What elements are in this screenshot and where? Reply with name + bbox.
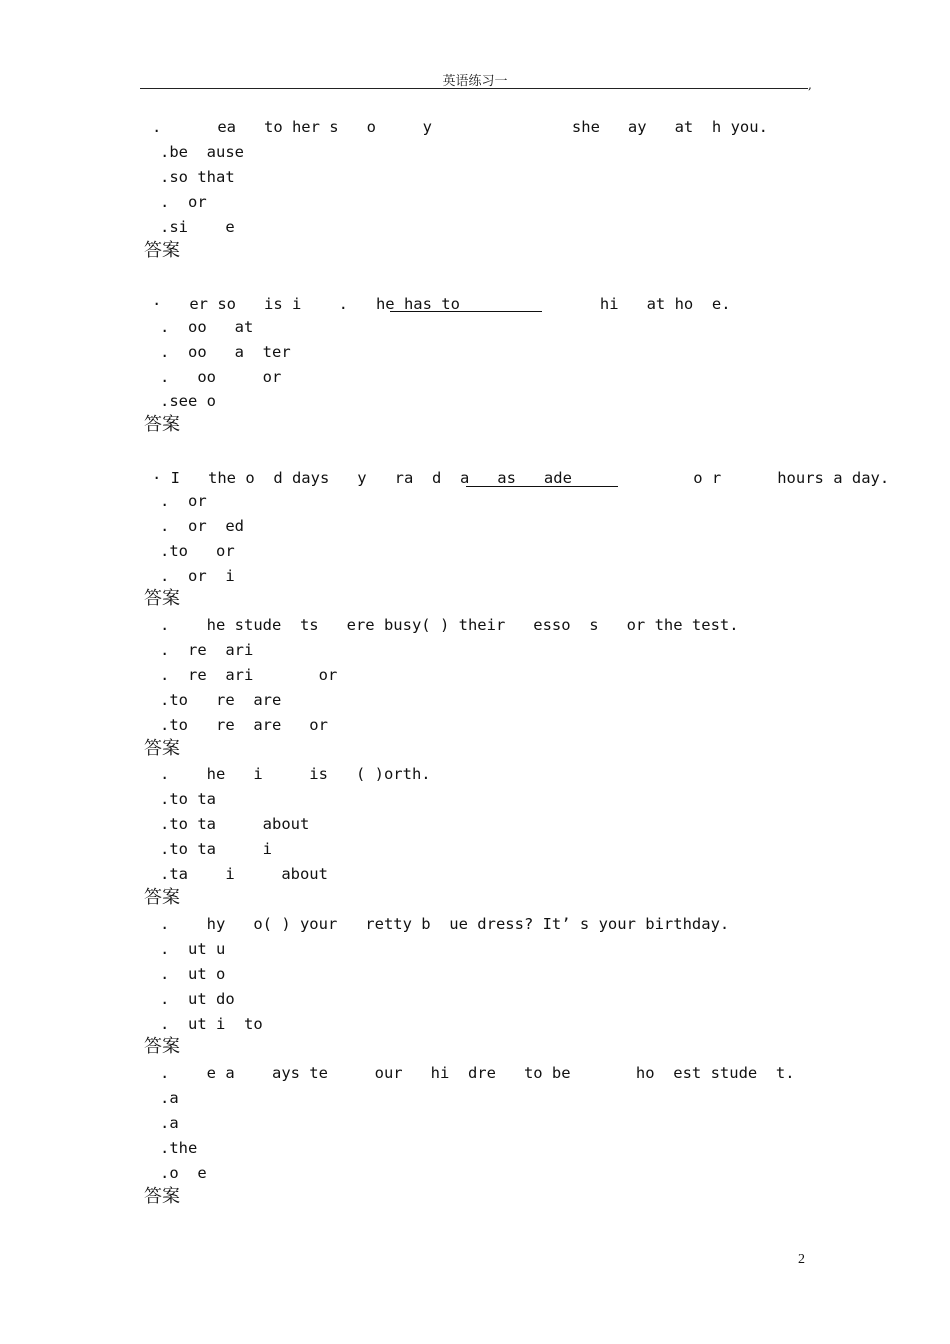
answer-blank <box>466 486 618 487</box>
answer-blank <box>390 311 542 312</box>
question-stem: . hy o( ) your retty b ue dress? It’ s your birthday. <box>160 915 730 933</box>
option-d: .o e <box>160 1164 207 1182</box>
answer-label: 答案 <box>144 240 180 261</box>
option-d: .ta i about <box>160 865 328 883</box>
question-stem: . e a ays te our hi dre to be ho est stude t. <box>160 1064 795 1082</box>
option-c: . ut do <box>160 990 235 1008</box>
option-d: . ut i to <box>160 1015 263 1033</box>
header-title: 英语练习一 <box>442 74 508 89</box>
question-stem: · I the o d days y ra d a as ade o r hours a day. <box>152 469 890 487</box>
question-stem: · er so is i . he has to hi at ho e. <box>152 295 731 313</box>
answer-label: 答案 <box>144 1186 180 1207</box>
option-a: . oo at <box>160 318 254 336</box>
option-c: . oo or <box>160 368 282 386</box>
page-number: 2 <box>798 1252 805 1267</box>
option-a: . or <box>160 492 207 510</box>
option-b: . ut o <box>160 965 226 983</box>
option-b: . or ed <box>160 517 244 535</box>
question-stem: . he stude ts ere busy( ) their esso s or the test. <box>160 616 739 634</box>
question-stem: . he i is ( )orth. <box>160 765 431 783</box>
question-stem: . ea to her s o y she ay at h you. <box>152 118 768 136</box>
option-d: . or i <box>160 567 235 585</box>
option-c: .to ta i <box>160 840 272 858</box>
option-c: . or <box>160 193 207 211</box>
option-c: .to re are <box>160 691 282 709</box>
header-rule <box>140 88 808 89</box>
option-c: .to or <box>160 542 235 560</box>
answer-label: 答案 <box>144 738 180 759</box>
option-a: . re ari <box>160 641 254 659</box>
option-d: .to re are or <box>160 716 328 734</box>
option-a: . ut u <box>160 940 226 958</box>
option-b: .so that <box>160 168 235 186</box>
option-a: .a <box>160 1089 179 1107</box>
option-b: .a <box>160 1114 179 1132</box>
option-c: .the <box>160 1139 198 1157</box>
option-a: .be ause <box>160 143 244 161</box>
option-b: . oo a ter <box>160 343 291 361</box>
option-a: .to ta <box>160 790 216 808</box>
answer-label: 答案 <box>144 1036 180 1057</box>
answer-label: 答案 <box>144 414 180 435</box>
header-mark: , <box>808 78 812 92</box>
option-d: .si e <box>160 218 235 236</box>
option-b: .to ta about <box>160 815 310 833</box>
option-b: . re ari or <box>160 666 338 684</box>
option-d: .see o <box>160 392 216 410</box>
answer-label: 答案 <box>144 588 180 609</box>
answer-label: 答案 <box>144 887 180 908</box>
